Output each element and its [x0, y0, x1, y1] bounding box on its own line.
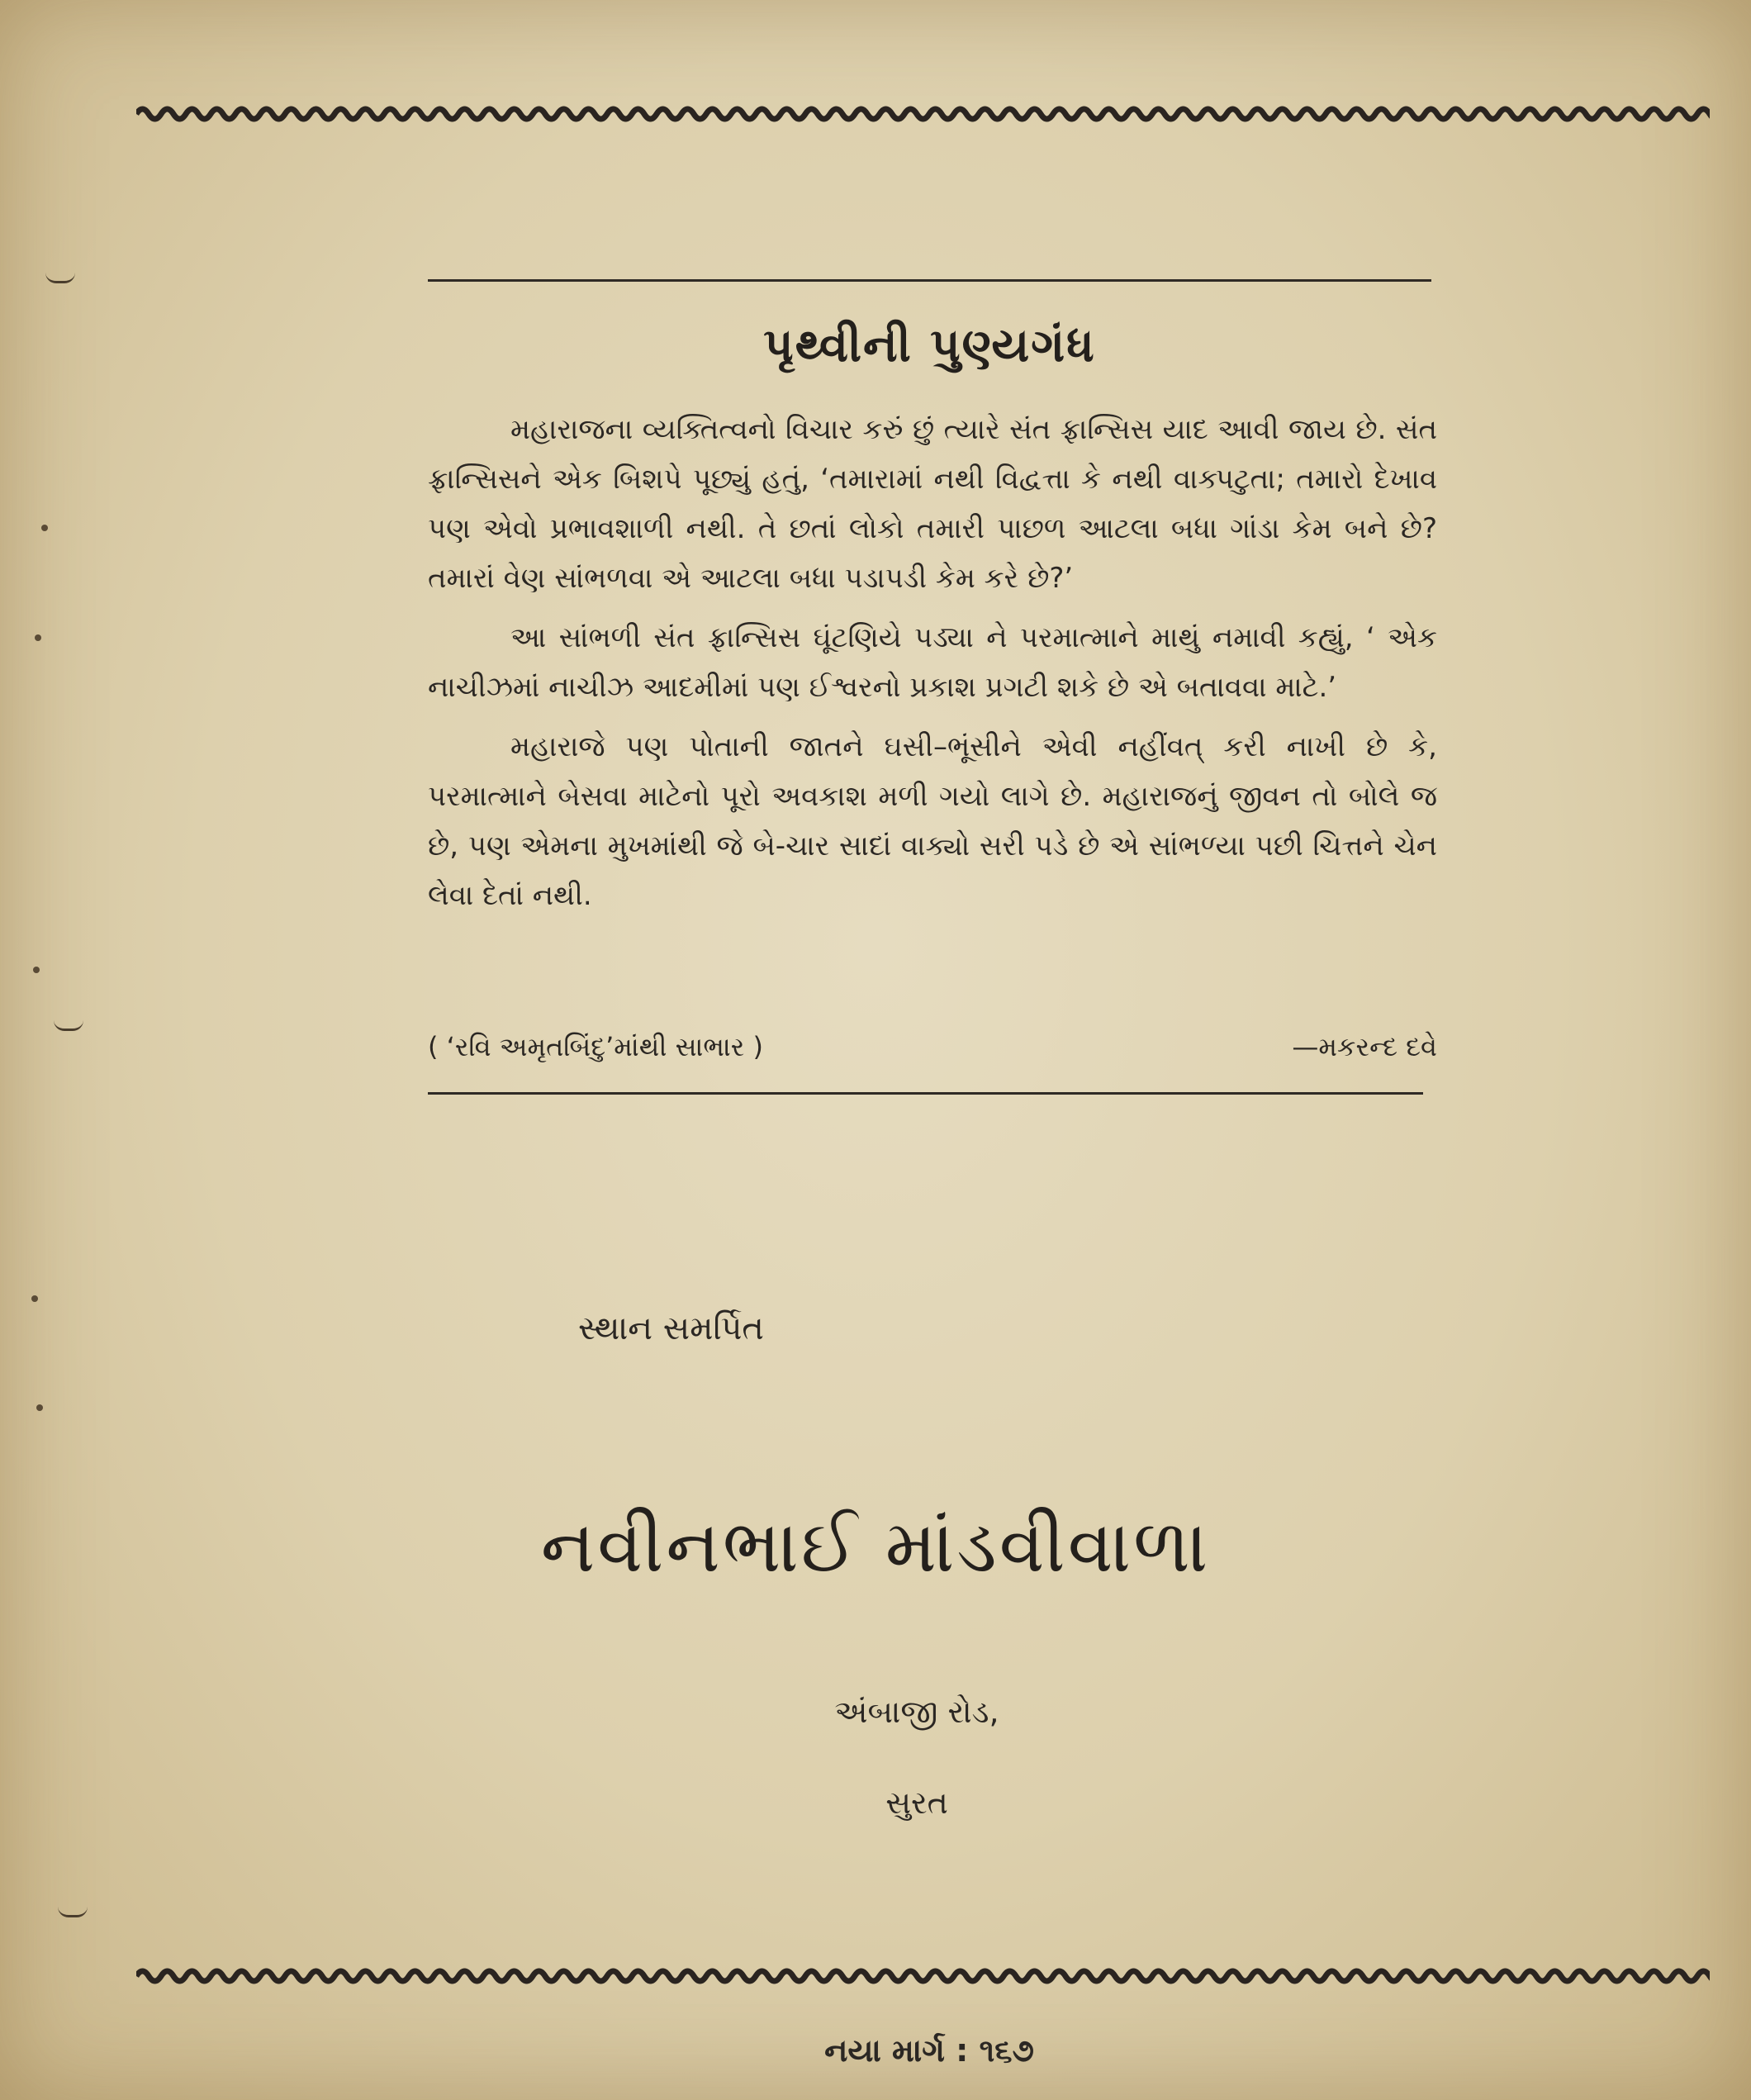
honoree-name: નવીનભાઈ માંડવીવાળા	[540, 1504, 1211, 1589]
punch-hole-mark	[33, 967, 40, 973]
article-attribution	[428, 1031, 1437, 1072]
article-paragraph: મહારાજે પણ પોતાની જાતને ઘસી–ભૂંસીને એવી નહીંવત્ કરી નાખી છે કે, પરમાત્માને બેસવા માટેનો પૂરો અવકાશ મળી ગયો લાગે છે. મહારાજનું જીવન તો બોલે જ છે, પણ એમના મુખમાંથી જે બે-ચાર સાદાં વાક્યો સરી પડે છે એ સાંભળ્યા પછી ચિત્તને ચેન લેવા દેતાં નથી.	[428, 730, 1437, 912]
punch-hole-mark	[41, 525, 48, 531]
punch-hole-mark	[35, 634, 41, 641]
article-bottom-rule	[428, 1092, 1423, 1095]
address-line-1: અંબાજી રોડ,	[834, 1694, 999, 1730]
address-line-2: સુરત	[885, 1784, 948, 1821]
top-wavy-border	[136, 97, 1710, 131]
article-paragraph: મહારાજના વ્યક્તિત્વનો વિચાર કરું છું ત્યારે સંત ફ્રાન્સિસ યાદ આવી જાય છે. સંત ફ્રાન્સિસને એક બિશપે પૂછ્યું હતું, ‘તમારામાં નથી વિદ્વત્તા કે નથી વાક્પટુતા; તમારો દેખાવ પણ એવો પ્રભાવશાળી નથી. તે છતાં લોકો તમારી પાછળ આટલા બધા ગાંડા કેમ બને છે? તમારાં વેણ સાંભળવા એ આટલા બધા પડાપડી કેમ કરે છે?’	[428, 413, 1437, 595]
article-source: ( ‘રવિ અમૃતબિંદુ’માંથી સાભાર )	[428, 1031, 763, 1062]
dedication-label: સ્થાન સમર્પિત	[578, 1309, 764, 1347]
punch-hole-mark	[36, 1404, 43, 1411]
article-top-rule	[428, 279, 1431, 282]
page-footer: નયા માર્ગ : ૧૬૭	[824, 2032, 1034, 2069]
bottom-wavy-border	[136, 1960, 1710, 1993]
article-author: —મકરન્દ દવે	[1292, 1031, 1437, 1062]
binding-tear-mark	[58, 1907, 88, 1917]
article-body	[428, 405, 1437, 930]
punch-hole-mark	[31, 1295, 38, 1302]
article-title: પૃથ્વીની પુણ્યગંધ	[763, 319, 1096, 373]
binding-tear-mark	[54, 1020, 83, 1031]
binding-tear-mark	[45, 273, 75, 283]
article-paragraph: આ સાંભળી સંત ફ્રાન્સિસ ઘૂંટણિયે પડ્યા ને પરમાત્માને માથું નમાવી કહ્યું, ‘ એક નાચીઝમાં નાચીઝ આદમીમાં પણ ઈશ્વરનો પ્રકાશ પ્રગટી શકે છે એ બતાવવા માટે.’	[428, 621, 1437, 704]
